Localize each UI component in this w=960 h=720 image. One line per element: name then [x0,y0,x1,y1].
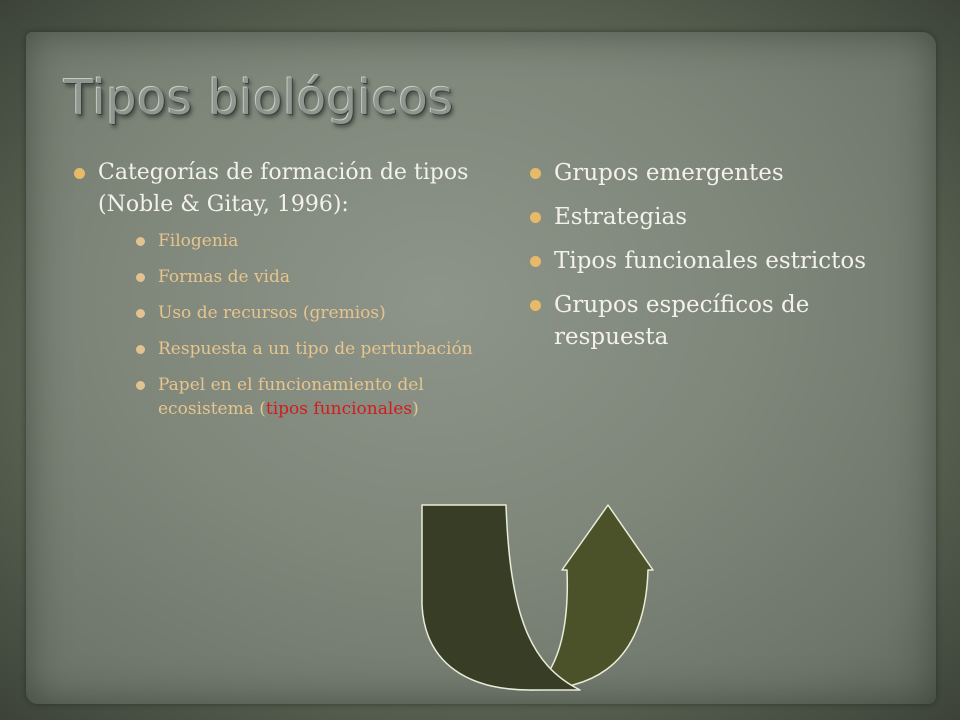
sub-item-text-prefix: Papel en el funcionamiento del ecosistema ( [158,375,424,419]
list-item-categorias [72,157,482,421]
list-item-text: Tipos funcionales estrictos [554,248,866,274]
list-item-text: Grupos específicos de respuesta [554,292,810,350]
sub-item-text-suffix: ) [412,399,419,419]
sub-item-text: Uso de recursos (gremios) [158,303,386,323]
curved-up-arrow-icon [410,495,670,695]
bullet-icon [530,168,541,179]
list-item-text: Estrategias [554,204,687,230]
list-item-text: Categorías de formación de tipos (Noble & Gitay, 1996): [98,160,469,217]
bullet-icon [136,237,145,246]
sub-item-papel [98,373,482,421]
sub-item-filogenia [98,229,482,253]
highlighted-term: tipos funcionales [265,399,413,419]
sub-bullet-list [98,229,482,421]
list-item-tipos-funcionales [528,245,928,277]
list-item-grupos-especificos [528,289,928,353]
left-bullet-list [72,157,482,421]
bullet-icon [74,168,85,179]
sub-item-formas-de-vida [98,265,482,289]
sub-item-text: Filogenia [158,231,239,251]
slide-title: Tipos biológicos [64,70,454,126]
bullet-icon [136,273,145,282]
sub-item-respuesta [98,337,482,361]
right-column [528,157,928,365]
list-item-estrategias [528,201,928,233]
bullet-icon [136,345,145,354]
left-column [72,157,482,433]
bullet-icon [136,309,145,318]
bullet-icon [136,381,145,390]
bullet-icon [530,300,541,311]
list-item-grupos-emergentes [528,157,928,189]
bullet-icon [530,212,541,223]
right-bullet-list [528,157,928,353]
bullet-icon [530,256,541,267]
list-item-text: Grupos emergentes [554,160,784,186]
sub-item-text: Respuesta a un tipo de perturbación [158,339,473,359]
arrow-rising-arm [530,505,653,690]
sub-item-uso-de-recursos [98,301,482,325]
sub-item-text: Formas de vida [158,267,291,287]
